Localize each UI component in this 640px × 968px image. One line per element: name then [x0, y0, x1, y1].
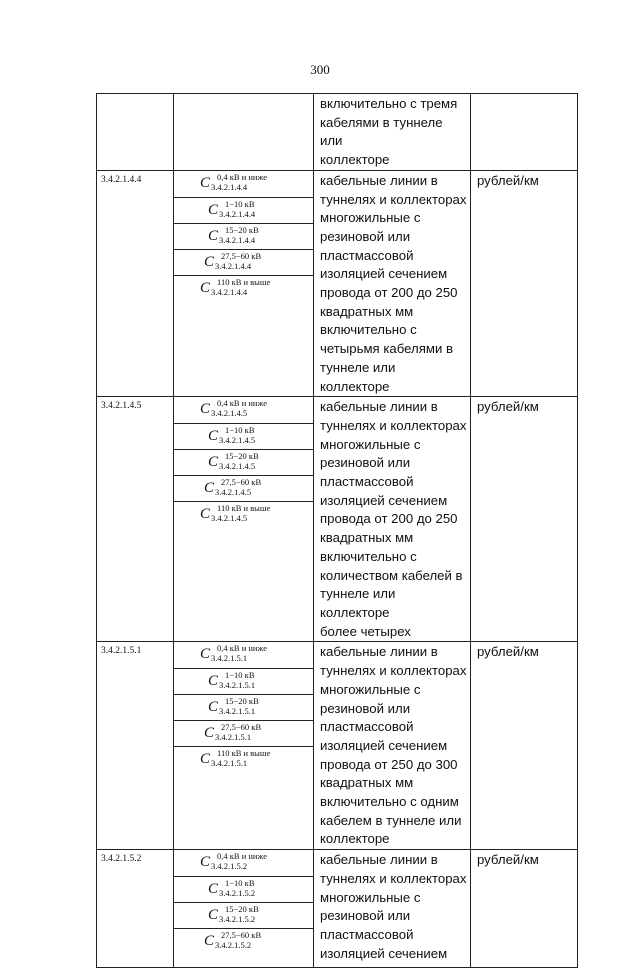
symbol-voltage-label: 15−20 кВ [225, 696, 259, 707]
row-description [314, 170, 471, 396]
symbol-code-subscript: 3.4.2.1.5.1 [219, 706, 256, 717]
symbol-voltage-label: 27,5−60 кВ [221, 722, 262, 733]
symbol-voltage-label: 1−10 кВ [225, 198, 255, 209]
description-line: кабелями в туннеле или [320, 114, 443, 149]
symbol-code-subscript: 3.4.2.1.4.5 [215, 487, 252, 498]
symbol-code-subscript: 3.4.2.1.4.5 [211, 513, 248, 524]
description-line: туннелях и коллекторах [320, 870, 467, 886]
symbol-letter: C [204, 933, 215, 950]
description-line: кабелем в туннеле или [320, 812, 462, 828]
description-line: более четырех [320, 623, 411, 639]
description-line: квадратных мм [320, 303, 414, 319]
row-code: 3.4.2.1.4.4 [97, 170, 174, 396]
symbol-letter: C [208, 699, 219, 716]
symbol-letter: C [200, 174, 211, 191]
symbol-letter: C [200, 646, 211, 663]
voltage-symbol [174, 275, 313, 301]
description-line: кабельные линии в [320, 644, 438, 660]
symbol-code-subscript: 3.4.2.1.5.1 [219, 680, 256, 691]
row-description [314, 397, 471, 642]
description-line: кабельные линии в [320, 852, 438, 868]
symbol-letter: C [208, 201, 219, 218]
voltage-symbol [174, 501, 313, 527]
description-line: включительно с [320, 548, 417, 564]
symbol-letter: C [204, 725, 215, 742]
symbol-letter: C [200, 401, 211, 418]
symbol-indices [215, 252, 261, 271]
voltage-symbol [174, 171, 313, 197]
symbol-letter: C [208, 227, 219, 244]
table-row [97, 397, 578, 642]
row-description [314, 642, 471, 850]
symbol-code-subscript: 3.4.2.1.4.4 [211, 286, 248, 297]
description-line: многожильные с [320, 889, 421, 905]
symbol-indices [211, 644, 267, 663]
symbol-indices [211, 173, 267, 192]
description-line: включительно с тремя [320, 96, 458, 111]
symbol-code-subscript: 3.4.2.1.4.4 [211, 181, 248, 192]
symbol-code-subscript: 3.4.2.1.5.2 [219, 914, 256, 925]
table-row [97, 642, 578, 850]
symbol-code-subscript: 3.4.2.1.5.1 [211, 758, 248, 769]
symbol-letter: C [200, 854, 211, 871]
description-line: изоляцией сечением [320, 266, 448, 282]
description-line: туннелях и коллекторах [320, 191, 467, 207]
symbol-indices [211, 399, 267, 418]
row-unit [471, 94, 578, 171]
tariff-table [96, 93, 578, 968]
symbol-letter: C [204, 253, 215, 270]
symbol-letter: C [208, 881, 219, 898]
description-line: кабельные линии в [320, 172, 438, 188]
symbol-indices [211, 852, 267, 871]
voltage-symbol [174, 449, 313, 475]
voltage-symbol [174, 249, 313, 275]
symbol-letter: C [208, 907, 219, 924]
description-line: резиновой или [320, 455, 411, 471]
symbol-code-subscript: 3.4.2.1.5.1 [211, 653, 248, 664]
description-line: кабельные линии в [320, 399, 438, 415]
description-line: провода от 200 до 250 [320, 511, 458, 527]
description-line: туннелях и коллекторах [320, 663, 467, 679]
symbol-column [174, 170, 314, 396]
symbol-voltage-label: 110 кВ и выше [217, 748, 271, 759]
row-code: 3.4.2.1.5.1 [97, 642, 174, 850]
description-line: изоляцией сечением [320, 492, 448, 508]
row-code: 3.4.2.1.4.5 [97, 397, 174, 642]
symbol-voltage-label: 15−20 кВ [225, 224, 259, 235]
description-line: резиновой или [320, 908, 411, 924]
description-line: многожильные с [320, 436, 421, 452]
symbol-letter: C [208, 454, 219, 471]
symbol-indices [215, 478, 261, 497]
row-unit: рублей/км [471, 850, 578, 968]
description-line: резиновой или [320, 228, 411, 244]
description-line: туннеле или коллекторе [320, 359, 396, 394]
voltage-symbol [174, 850, 313, 876]
symbol-voltage-label: 1−10 кВ [225, 670, 255, 681]
row-unit: рублей/км [471, 397, 578, 642]
description-line: изоляцией сечением [320, 945, 448, 961]
symbol-code-subscript: 3.4.2.1.5.1 [215, 732, 252, 743]
description-line: изоляцией сечением [320, 737, 448, 753]
symbol-column [174, 397, 314, 642]
voltage-symbol [174, 642, 313, 668]
symbol-code-subscript: 3.4.2.1.4.5 [219, 461, 256, 472]
symbol-letter: C [208, 428, 219, 445]
row-description [314, 850, 471, 968]
symbol-voltage-label: 1−10 кВ [225, 425, 255, 436]
symbol-voltage-label: 110 кВ и выше [217, 503, 271, 514]
symbol-indices [219, 879, 255, 898]
description-line: провода от 250 до 300 [320, 756, 458, 772]
symbol-code-subscript: 3.4.2.1.4.5 [219, 435, 256, 446]
symbol-indices [219, 200, 255, 219]
tariff-table-body [97, 94, 578, 968]
description-line: пластмассовой [320, 247, 414, 263]
symbol-column [174, 850, 314, 968]
symbol-indices [211, 749, 270, 768]
symbol-letter: C [200, 751, 211, 768]
row-unit: рублей/км [471, 642, 578, 850]
description-line: многожильные с [320, 210, 421, 226]
voltage-symbol [174, 876, 313, 902]
symbol-voltage-label: 15−20 кВ [225, 904, 259, 915]
symbol-letter: C [204, 480, 215, 497]
description-line: пластмассовой [320, 926, 414, 942]
symbol-voltage-label: 0,4 кВ и ниже [217, 398, 267, 409]
description-line: многожильные с [320, 681, 421, 697]
symbol-indices [215, 931, 261, 950]
description-line: туннеле или коллекторе [320, 586, 396, 620]
page-number: 300 [310, 62, 330, 77]
row-code [97, 94, 174, 171]
symbol-letter: C [200, 506, 211, 523]
symbol-indices [211, 278, 270, 297]
symbol-code-subscript: 3.4.2.1.4.4 [219, 234, 256, 245]
symbol-voltage-label: 27,5−60 кВ [221, 250, 262, 261]
description-line: резиновой или [320, 700, 411, 716]
symbol-voltage-label: 110 кВ и выше [217, 276, 271, 287]
symbol-indices [211, 504, 270, 523]
table-row [97, 170, 578, 396]
voltage-symbol [174, 902, 313, 928]
symbol-voltage-label: 27,5−60 кВ [221, 930, 262, 941]
description-line: квадратных мм [320, 530, 414, 546]
symbol-voltage-label: 0,4 кВ и ниже [217, 643, 267, 654]
symbol-voltage-label: 15−20 кВ [225, 451, 259, 462]
symbol-code-subscript: 3.4.2.1.4.5 [211, 408, 248, 419]
symbol-voltage-label: 0,4 кВ и ниже [217, 851, 267, 862]
voltage-symbol [174, 720, 313, 746]
symbol-code-subscript: 3.4.2.1.5.2 [215, 940, 252, 951]
description-line: четырьмя кабелями в [320, 341, 453, 357]
description-line: провода от 200 до 250 [320, 285, 458, 301]
description-line: пластмассовой [320, 474, 414, 490]
symbol-code-subscript: 3.4.2.1.5.2 [211, 861, 248, 872]
symbol-indices [219, 671, 255, 690]
symbol-code-subscript: 3.4.2.1.5.2 [219, 888, 256, 899]
description-line: пластмассовой [320, 719, 414, 735]
table-row [97, 94, 578, 171]
row-description [314, 94, 471, 171]
voltage-symbol [174, 223, 313, 249]
voltage-symbol [174, 475, 313, 501]
description-line: коллекторе [320, 831, 390, 847]
symbol-code-subscript: 3.4.2.1.4.4 [219, 208, 256, 219]
description-line: включительно с [320, 322, 417, 338]
row-code: 3.4.2.1.5.2 [97, 850, 174, 968]
voltage-symbol [174, 397, 313, 423]
description-line: туннелях и коллекторах [320, 417, 467, 433]
voltage-symbol [174, 746, 313, 772]
symbol-voltage-label: 1−10 кВ [225, 878, 255, 889]
symbol-voltage-label: 0,4 кВ и ниже [217, 171, 267, 182]
symbol-voltage-label: 27,5−60 кВ [221, 477, 262, 488]
symbol-indices [215, 723, 261, 742]
table-row [97, 850, 578, 968]
voltage-symbol [174, 694, 313, 720]
symbol-column [174, 94, 314, 171]
description-line: квадратных мм [320, 775, 414, 791]
symbol-indices [219, 697, 259, 716]
symbol-indices [219, 226, 259, 245]
symbol-indices [219, 452, 259, 471]
description-line: коллекторе [320, 152, 390, 168]
row-unit: рублей/км [471, 170, 578, 396]
symbol-letter: C [200, 279, 211, 296]
description-line: включительно с одним [320, 794, 459, 810]
voltage-symbol [174, 197, 313, 223]
voltage-symbol [174, 928, 313, 954]
symbol-column [174, 642, 314, 850]
symbol-indices [219, 905, 259, 924]
voltage-symbol [174, 423, 313, 449]
symbol-letter: C [208, 673, 219, 690]
description-line: количеством кабелей в [320, 567, 463, 583]
symbol-code-subscript: 3.4.2.1.4.4 [215, 260, 252, 271]
voltage-symbol [174, 668, 313, 694]
symbol-indices [219, 426, 255, 445]
